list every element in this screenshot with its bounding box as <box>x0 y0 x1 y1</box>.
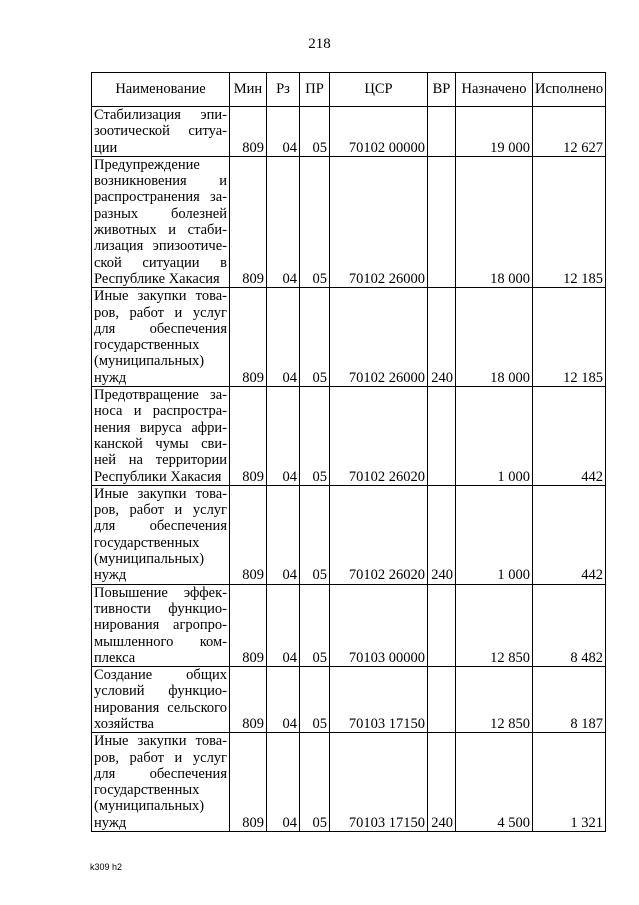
cell-min: 809 <box>230 288 267 387</box>
name-line: ров, работ и услуг <box>94 749 227 766</box>
cell-pr: 05 <box>300 733 330 832</box>
cell-min: 809 <box>230 107 267 157</box>
cell-vr: 240 <box>428 288 456 387</box>
name-line: ров, работ и услуг <box>94 502 227 519</box>
cell-assigned: 12 850 <box>456 667 533 733</box>
cell-min: 809 <box>230 387 267 486</box>
header-executed: Исполнено <box>533 73 606 107</box>
table-row <box>92 733 606 832</box>
cell-csr: 70102 00000 <box>330 107 428 157</box>
cell-name <box>92 156 230 287</box>
name-line: ней на территории <box>94 452 227 469</box>
name-line: государственных <box>94 337 200 354</box>
cell-pr: 05 <box>300 288 330 387</box>
cell-pr: 05 <box>300 387 330 486</box>
name-line: Повышение эффек- <box>94 584 227 601</box>
footer-code: k309 h2 <box>90 862 123 872</box>
name-line: носа и распростра- <box>94 403 227 420</box>
cell-min: 809 <box>230 733 267 832</box>
table-row <box>92 584 606 666</box>
name-line: плекса <box>94 649 136 666</box>
cell-name <box>92 733 230 832</box>
name-line: хозяйства <box>94 715 154 732</box>
cell-rz: 04 <box>267 584 300 666</box>
header-min: Мин <box>230 73 267 107</box>
cell-vr <box>428 667 456 733</box>
cell-min: 809 <box>230 584 267 666</box>
cell-rz: 04 <box>267 733 300 832</box>
page-number: 218 <box>308 36 331 52</box>
name-line: Стабилизация эпи- <box>94 107 227 123</box>
header-csr: ЦСР <box>330 73 428 107</box>
cell-assigned: 12 850 <box>456 584 533 666</box>
cell-executed: 1 321 <box>533 733 606 832</box>
cell-pr: 05 <box>300 485 330 584</box>
name-line: (муниципальных) <box>94 798 205 815</box>
name-line: тивности функцио- <box>94 600 227 617</box>
name-line: нирования агропро- <box>94 617 227 634</box>
name-line: Предотвращение за- <box>94 387 227 404</box>
cell-rz: 04 <box>267 156 300 287</box>
table-row <box>92 485 606 584</box>
table-body <box>92 107 606 832</box>
cell-pr: 05 <box>300 107 330 157</box>
cell-assigned: 4 500 <box>456 733 533 832</box>
cell-name <box>92 288 230 387</box>
cell-vr: 240 <box>428 485 456 584</box>
cell-executed: 442 <box>533 485 606 584</box>
cell-rz: 04 <box>267 667 300 733</box>
budget-table <box>91 72 606 832</box>
table-row <box>92 667 606 733</box>
cell-pr: 05 <box>300 667 330 733</box>
name-line: Иные закупки това- <box>94 485 227 502</box>
name-line: нения вируса афри- <box>94 419 227 436</box>
cell-rz: 04 <box>267 387 300 486</box>
cell-assigned: 18 000 <box>456 156 533 287</box>
cell-name <box>92 485 230 584</box>
name-line: нужд <box>94 567 127 584</box>
cell-executed: 12 627 <box>533 107 606 157</box>
cell-assigned: 18 000 <box>456 288 533 387</box>
cell-vr: 240 <box>428 733 456 832</box>
cell-executed: 12 185 <box>533 156 606 287</box>
cell-csr: 70103 17150 <box>330 733 428 832</box>
name-line: для обеспечения <box>94 320 227 337</box>
name-line: (муниципальных) <box>94 551 205 568</box>
name-line: лизация эпизоотиче- <box>94 238 227 255</box>
name-line: государственных <box>94 534 200 551</box>
name-line: Республики Хакасия <box>94 468 222 485</box>
cell-csr: 70103 17150 <box>330 667 428 733</box>
name-line: нужд <box>94 369 127 386</box>
name-line: нирования сельского <box>94 699 227 716</box>
name-line: государственных <box>94 782 200 799</box>
cell-executed: 8 187 <box>533 667 606 733</box>
name-line: (муниципальных) <box>94 353 205 370</box>
name-line: для обеспечения <box>94 765 227 782</box>
cell-assigned: 1 000 <box>456 387 533 486</box>
name-line: Республике Хакасия <box>94 270 220 287</box>
table-header-row <box>92 73 606 107</box>
cell-executed: 12 185 <box>533 288 606 387</box>
cell-name <box>92 107 230 157</box>
name-line: ров, работ и услуг <box>94 304 227 321</box>
cell-csr: 70102 26000 <box>330 156 428 287</box>
table-row <box>92 288 606 387</box>
cell-vr <box>428 387 456 486</box>
name-line: Иные закупки това- <box>94 288 227 305</box>
cell-rz: 04 <box>267 288 300 387</box>
name-line: канской чумы сви- <box>94 435 227 452</box>
cell-min: 809 <box>230 485 267 584</box>
header-rz: Рз <box>267 73 300 107</box>
name-line: Создание общих <box>94 667 227 684</box>
table-row <box>92 107 606 157</box>
cell-csr: 70102 26020 <box>330 387 428 486</box>
cell-pr: 05 <box>300 156 330 287</box>
cell-csr: 70102 26000 <box>330 288 428 387</box>
cell-rz: 04 <box>267 485 300 584</box>
table-row <box>92 387 606 486</box>
name-line: ской ситуации в <box>94 254 227 271</box>
name-line: зоотической ситуа- <box>94 123 227 140</box>
cell-assigned: 1 000 <box>456 485 533 584</box>
cell-csr: 70102 26020 <box>330 485 428 584</box>
name-line: животных и стаби- <box>94 222 227 239</box>
cell-assigned: 19 000 <box>456 107 533 157</box>
header-vr: ВР <box>428 73 456 107</box>
cell-executed: 442 <box>533 387 606 486</box>
name-line: мышленного ком- <box>94 633 227 650</box>
name-line: разных болезней <box>94 205 227 222</box>
name-line: возникновения и <box>94 173 227 190</box>
name-line: Предупреждение <box>94 156 200 173</box>
cell-min: 809 <box>230 667 267 733</box>
name-line: для обеспечения <box>94 518 227 535</box>
header-name: Наименование <box>92 73 230 107</box>
name-line: ции <box>94 139 118 156</box>
cell-executed: 8 482 <box>533 584 606 666</box>
header-pr: ПР <box>300 73 330 107</box>
cell-pr: 05 <box>300 584 330 666</box>
cell-rz: 04 <box>267 107 300 157</box>
header-assigned: Назначено <box>456 73 533 107</box>
cell-name <box>92 387 230 486</box>
table-row <box>92 156 606 287</box>
name-line: условий функцио- <box>94 683 227 700</box>
cell-min: 809 <box>230 156 267 287</box>
cell-name <box>92 584 230 666</box>
cell-vr <box>428 156 456 287</box>
name-line: нужд <box>94 814 127 831</box>
name-line: Иные закупки това- <box>94 733 227 750</box>
cell-name <box>92 667 230 733</box>
cell-csr: 70103 00000 <box>330 584 428 666</box>
name-line: распространения за- <box>94 189 227 206</box>
cell-vr <box>428 584 456 666</box>
cell-vr <box>428 107 456 157</box>
